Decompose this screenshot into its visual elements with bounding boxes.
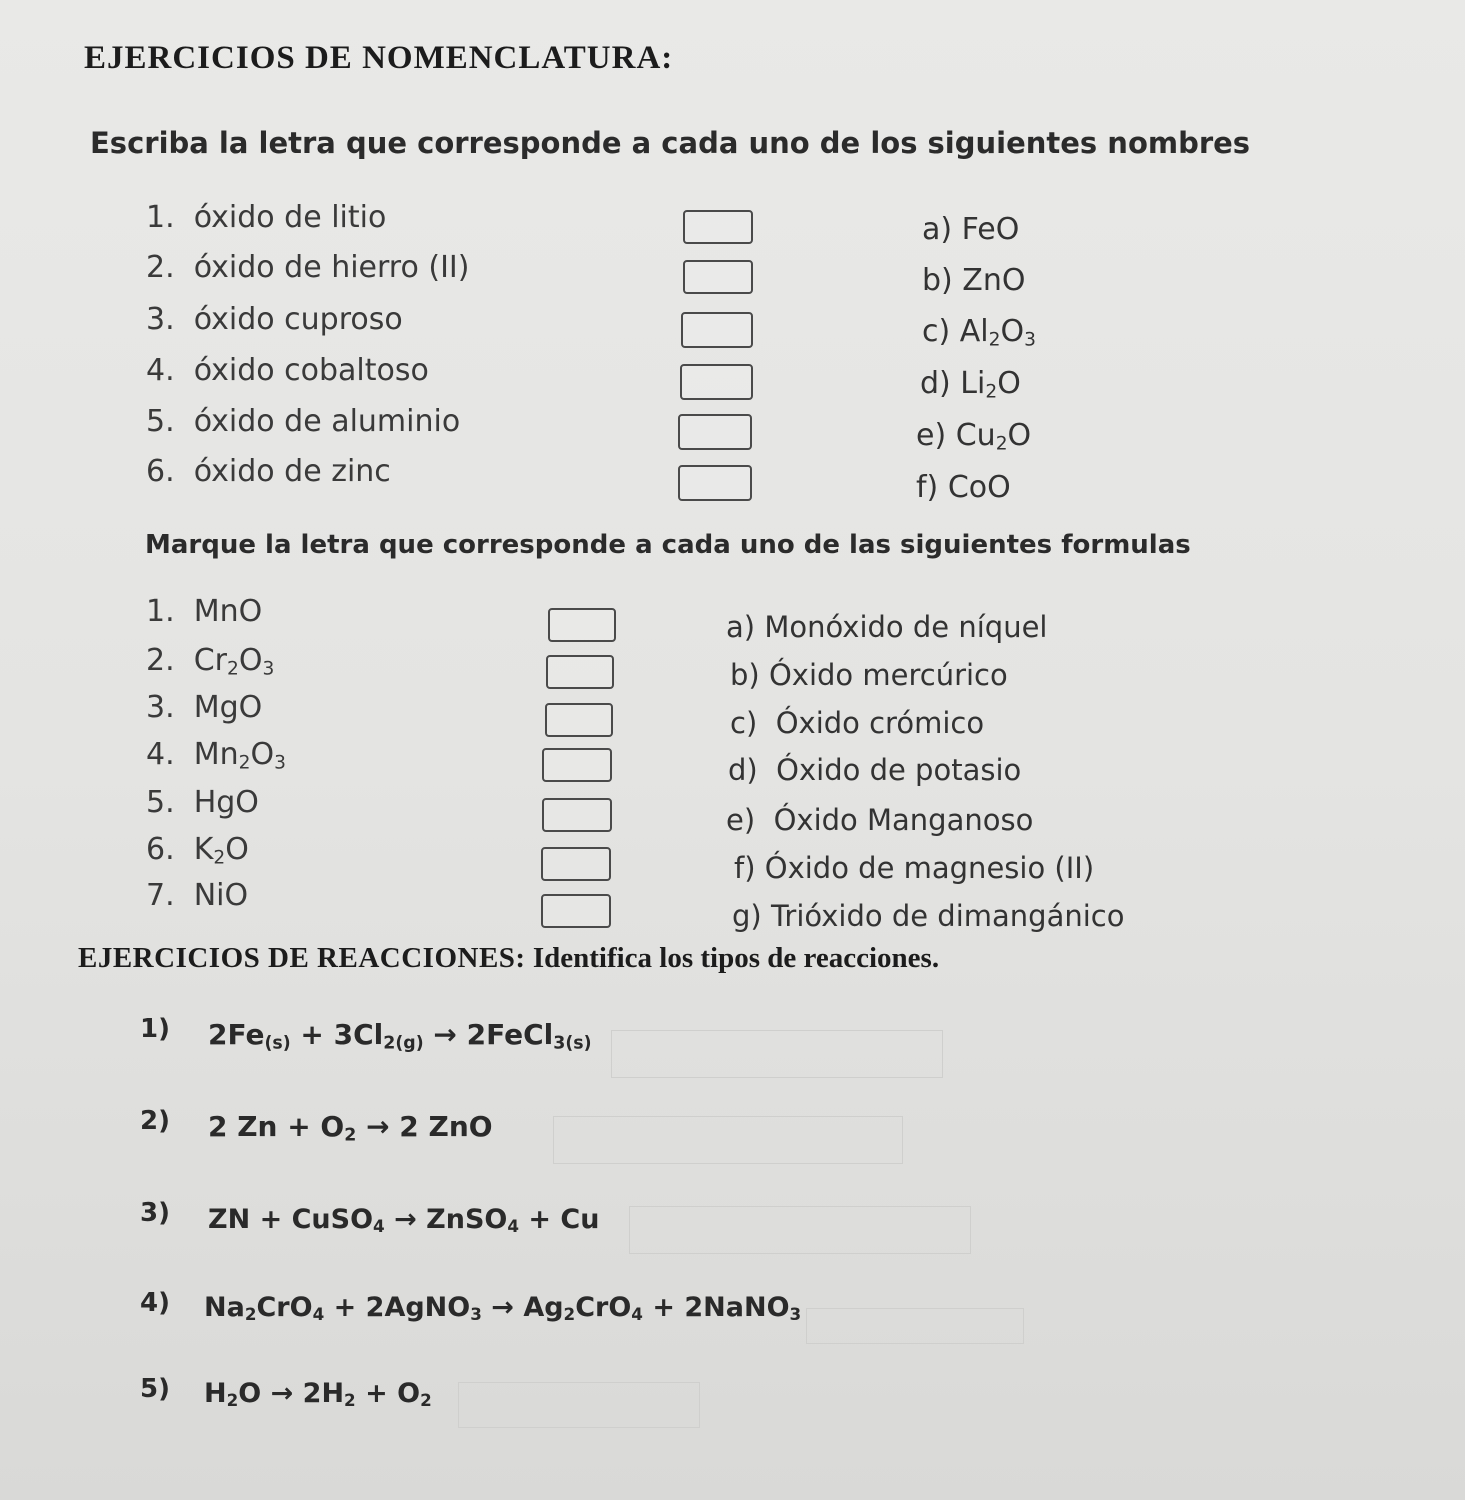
answer-box[interactable] bbox=[681, 312, 753, 348]
answer-box[interactable] bbox=[548, 608, 616, 642]
reaction-type-box[interactable] bbox=[806, 1308, 1024, 1344]
answer-box[interactable] bbox=[680, 364, 753, 400]
option-b: b) ZnO bbox=[922, 263, 1026, 298]
equation-1: $2Fe_{(s)} + 3Cl_{2(g)}$ → 2FeCl$_{3(s)}$ bbox=[208, 1018, 592, 1054]
page-title: EJERCICIOS DE NOMENCLATURA: bbox=[84, 40, 674, 76]
list-item: 2. óxido de hierro (II) bbox=[146, 250, 470, 285]
option-a: a) FeO bbox=[922, 212, 1020, 247]
equation-2: 2 $Zn + O_2 \to 2$ ZnO bbox=[208, 1110, 493, 1146]
option-e: e) $Cu_2O$ bbox=[916, 418, 1032, 455]
answer-box[interactable] bbox=[546, 655, 614, 689]
answer-box[interactable] bbox=[545, 703, 613, 737]
equation-number: 4) bbox=[140, 1288, 170, 1318]
section1-instruction: Escriba la letra que corresponde a cada uno de los siguientes nombres bbox=[90, 126, 1251, 160]
answer-box[interactable] bbox=[542, 798, 612, 832]
list-item: 5. óxido de aluminio bbox=[146, 404, 461, 439]
list-item: 6. óxido de zinc bbox=[146, 454, 391, 489]
option-c: c) Óxido crómico bbox=[730, 706, 985, 740]
equation-number: 2) bbox=[140, 1106, 170, 1136]
list-item: 2. $Cr_2O_3$ bbox=[146, 643, 275, 680]
option-d: d) Óxido de potasio bbox=[728, 753, 1022, 787]
list-item: 1. óxido de litio bbox=[146, 200, 387, 235]
option-f: f) Óxido de magnesio (II) bbox=[734, 851, 1095, 885]
equation-5: $H_2O \to 2H_2 + O_2$ bbox=[204, 1378, 432, 1411]
list-item: 3. óxido cuproso bbox=[146, 302, 403, 337]
option-d: d) $Li_2O$ bbox=[920, 366, 1021, 403]
answer-box[interactable] bbox=[542, 748, 612, 782]
option-b: b) Óxido mercúrico bbox=[730, 658, 1008, 692]
reactions-heading: EJERCICIOS DE REACCIONES: Identifica los tipos de reacciones. bbox=[78, 942, 940, 974]
section2-instruction: Marque la letra que corresponde a cada uno de las siguientes formulas bbox=[145, 530, 1191, 560]
answer-box[interactable] bbox=[678, 465, 752, 501]
equation-number: 3) bbox=[140, 1198, 170, 1228]
reaction-type-box[interactable] bbox=[553, 1116, 903, 1164]
option-a: a) Monóxido de níquel bbox=[726, 610, 1048, 644]
list-item: 4. $Mn_2O_3$ bbox=[146, 737, 286, 774]
option-c: c) $Al_2O_3$ bbox=[922, 314, 1036, 351]
list-item: 5. HgO bbox=[146, 785, 259, 820]
list-item: 1. MnO bbox=[146, 594, 263, 629]
list-item: 6. $K_2O$ bbox=[146, 832, 249, 869]
option-g: g) Trióxido de dimangánico bbox=[732, 899, 1125, 933]
answer-box[interactable] bbox=[678, 414, 752, 450]
list-item: 4. óxido cobaltoso bbox=[146, 353, 429, 388]
reaction-type-box[interactable] bbox=[629, 1206, 971, 1254]
list-item: 7. NiO bbox=[146, 878, 249, 913]
answer-box[interactable] bbox=[541, 847, 611, 881]
option-e: e) Óxido Manganoso bbox=[726, 803, 1034, 837]
equation-3: ZN + CuSO$_4$ → ZnSO$_4$ + Cu bbox=[208, 1204, 600, 1237]
reaction-type-box[interactable] bbox=[458, 1382, 700, 1428]
equation-number: 5) bbox=[140, 1374, 170, 1404]
reaction-type-box[interactable] bbox=[611, 1030, 943, 1078]
equation-number: 1) bbox=[140, 1014, 170, 1044]
answer-box[interactable] bbox=[541, 894, 611, 928]
answer-box[interactable] bbox=[683, 210, 753, 244]
equation-4: $Na_2CrO_4$ + 2AgNO$_3$ → $Ag_2CrO_4$ + 2NaNO$_3$ bbox=[204, 1292, 802, 1325]
list-item: 3. MgO bbox=[146, 690, 263, 725]
option-f: f) CoO bbox=[916, 470, 1011, 505]
answer-box[interactable] bbox=[683, 260, 753, 294]
